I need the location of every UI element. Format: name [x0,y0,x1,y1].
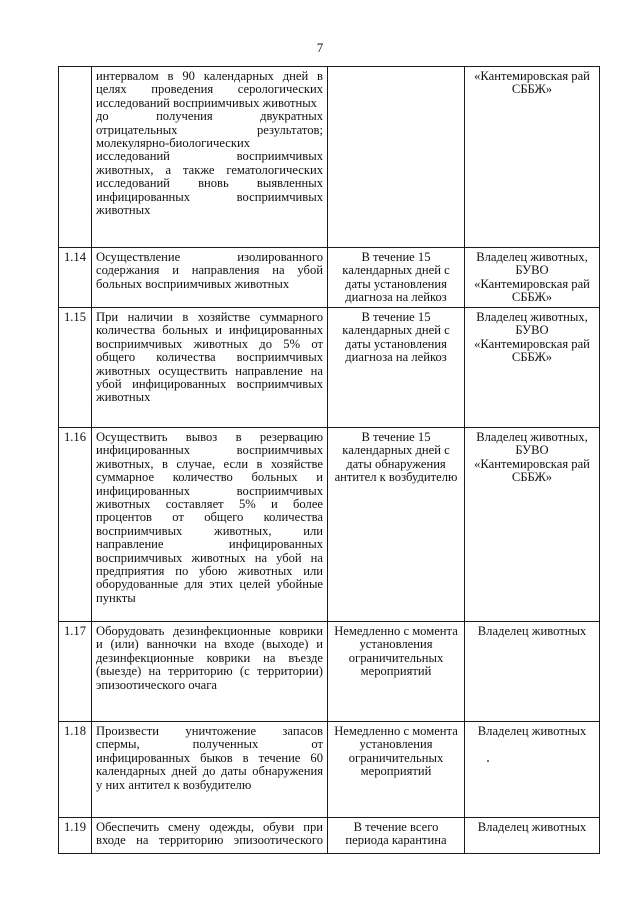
measure-line: исследований восприимчивых животных [96,95,317,110]
row-number: 1.19 [59,818,92,854]
table-row [59,818,600,854]
table-row [59,67,600,248]
table-row [59,428,600,622]
term-cell: В течение всего периода карантина [328,818,465,854]
responsible-cell: Владелец животных, БУВО «Кантемировская рай СББЖ» [465,428,600,622]
measure-cell [92,622,328,722]
measure-cell [92,428,328,622]
measure-line: инфицированных восприимчивых [96,483,323,498]
measures-table [58,66,600,854]
measure-line: процентов от общего количества [96,510,323,525]
measure-line: животных, в случае, если в хозяйстве [96,456,323,471]
measure-line: отрицательных результатов; [96,122,323,137]
measure-line: (выезде) на территорию (с территории) [96,664,323,679]
measure-line: целях проведения серологических [96,82,323,97]
measure-line: Осуществить вывоз в резервацию [96,430,323,444]
responsible-cell: Владелец животных [465,818,600,854]
measure-line: предприятия по убою животных или [96,564,323,579]
measure-line: содержания и направления на убой [96,263,323,278]
measure-line: количества больных и инфицированных [96,323,323,338]
measure-line: общего количества восприимчивых [96,350,323,365]
measure-line: восприимчивых животных на убой на [96,550,323,565]
measure-line: спермы, полученных от [96,737,323,752]
measure-line: восприимчивых животных, или [96,523,323,538]
measure-line: исследований восприимчивых [96,149,323,164]
measure-line: инфицированных восприимчивых [96,189,323,204]
measure-line: убой инфицированных восприимчивых [96,377,323,392]
term-cell: Немедленно с момента установления ограничительных мероприятий [328,722,465,818]
row-number: 1.18 [59,722,92,818]
table-row [59,722,600,818]
term-cell: В течение 15 календарных дней с даты установления диагноза на лейкоз [328,308,465,428]
measure-line: инфицированных восприимчивых [96,443,323,458]
measure-line: Обеспечить смену одежды, обуви при [96,820,323,834]
measure-line: животных [96,390,151,405]
table-row [59,248,600,308]
measure-line: больных восприимчивых животных [96,276,290,291]
responsible-cell: Владелец животных, БУВО «Кантемировская рай СББЖ» [465,248,600,308]
term-cell: В течение 15 календарных дней с даты установления диагноза на лейкоз [328,248,465,308]
responsible-cell: «Кантемировская рай СББЖ» [465,67,600,248]
responsible-cell: Владелец животных, БУВО «Кантемировская рай СББЖ» [465,308,600,428]
measure-line: эпизоотического очага [96,677,218,692]
measure-line: входе на территорию эпизоотического [96,833,323,848]
measure-line: календарных дней до даты обнаружения [96,764,323,779]
term-cell [328,67,465,248]
measure-line: интервалом в 90 календарных дней в [96,69,323,83]
responsible-cell: Владелец животных [465,722,600,818]
responsible-cell: Владелец животных [465,622,600,722]
measure-line: у них антител к возбудителю [96,777,252,792]
measure-cell [92,722,328,818]
measure-line: дезинфекционные коврики на въезде [96,650,323,665]
measure-cell [92,248,328,308]
table-row [59,622,600,722]
measure-line: животных [96,203,151,218]
measure-line: до получения двукратных [96,109,323,124]
measure-line: Произвести уничтожение запасов [96,724,323,738]
scan-speck [487,760,489,762]
measure-cell [92,818,328,854]
measure-line: направление инфицированных [96,537,323,552]
term-cell: В течение 15 календарных дней с даты обнаружения антител к возбудителю [328,428,465,622]
row-number: 1.16 [59,428,92,622]
measure-line: восприимчивых животных до 5% от [96,336,323,351]
term-cell: Немедленно с момента установления ограничительных мероприятий [328,622,465,722]
measure-line: и (или) ванночки на входе (выходе) и [96,637,323,652]
row-number: 1.14 [59,248,92,308]
measure-cell [92,308,328,428]
measure-line: исследований вновь выявленных [96,176,323,191]
measure-line: животных осуществить направление на [96,363,323,378]
measure-line: Осуществление изолированного [96,250,323,264]
measure-line: суммарное количество больных и [96,470,323,485]
page-number: 7 [316,40,324,55]
row-number [59,67,92,248]
measure-line: животных составляет 5% и более [96,497,323,512]
measure-line: пункты [96,590,136,605]
measure-line: молекулярно-биологических [96,136,251,151]
row-number: 1.15 [59,308,92,428]
measure-line: животных, а также гематологических [96,162,323,177]
measure-line: инфицированных быков в течение 60 [96,750,323,765]
measure-line: При наличии в хозяйстве суммарного [96,310,323,324]
measure-cell [92,67,328,248]
measure-line: оборудованные для этих целей убойные [96,577,323,592]
table-row [59,308,600,428]
row-number: 1.17 [59,622,92,722]
measure-line: Оборудовать дезинфекционные коврики [96,624,323,638]
